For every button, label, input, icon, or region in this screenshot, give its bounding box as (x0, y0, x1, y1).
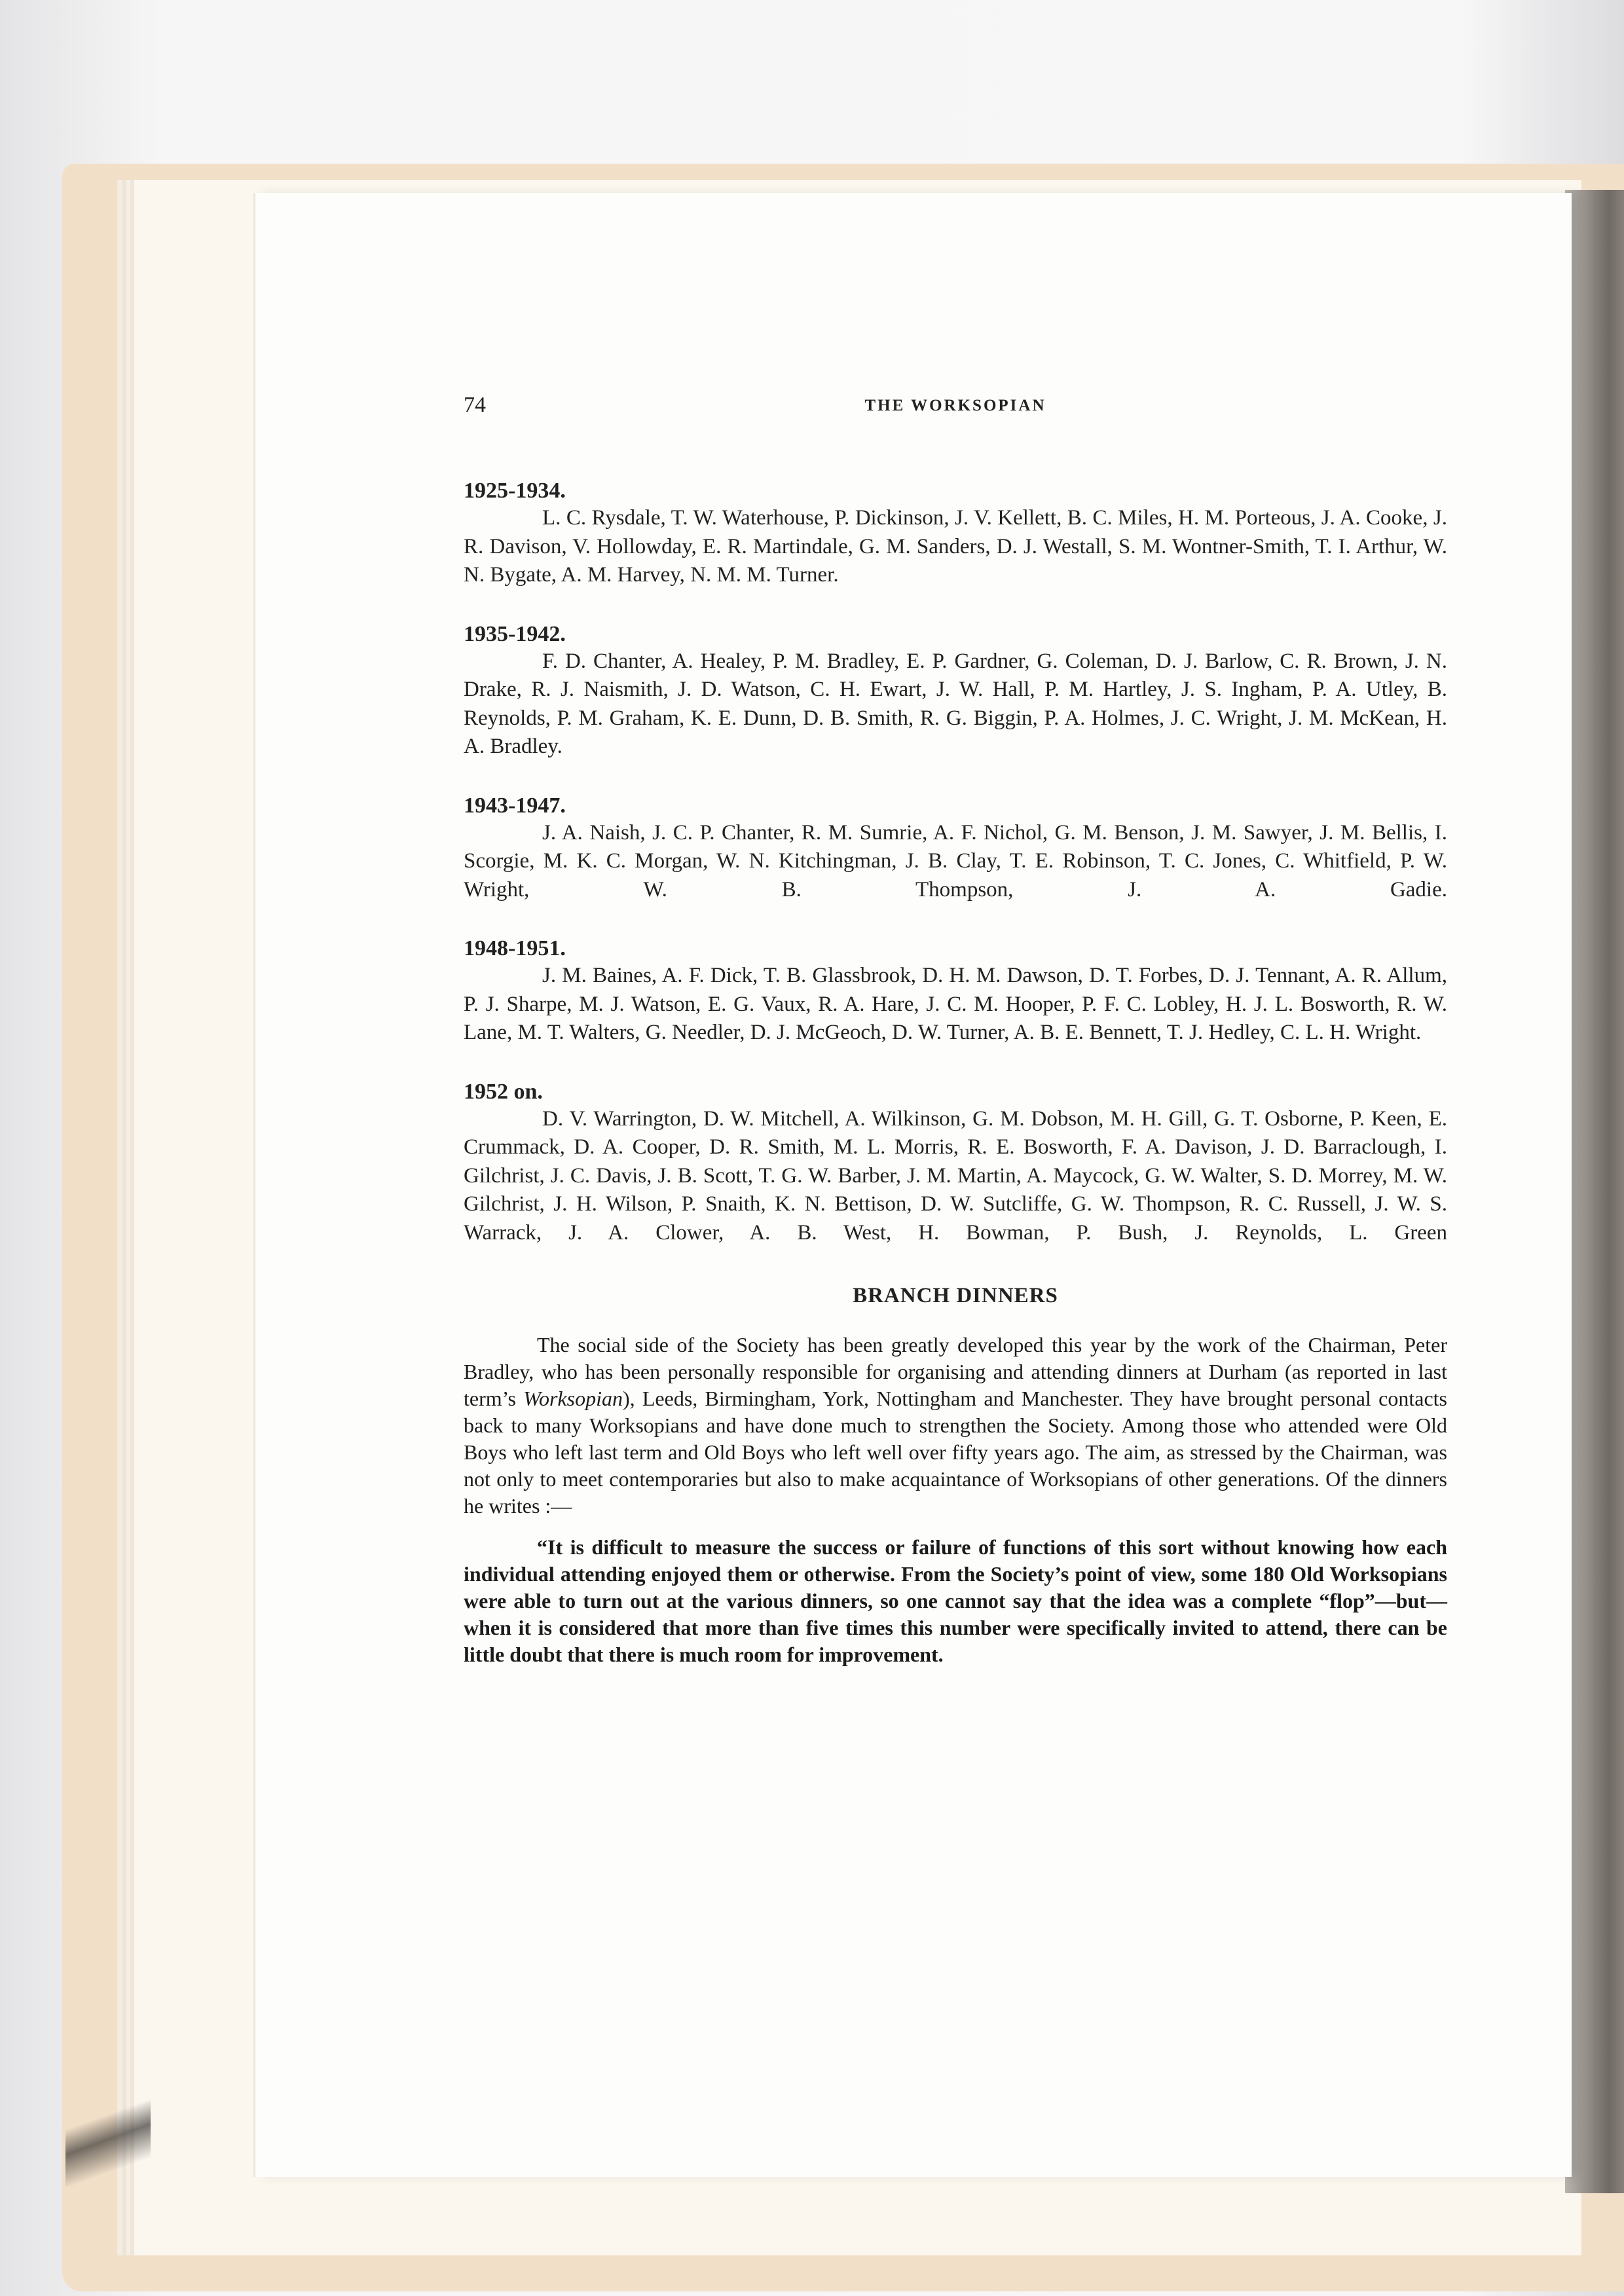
page-number: 74 (464, 393, 486, 417)
period-block-1925-1934 (464, 478, 1447, 590)
page-content (464, 393, 1447, 1668)
corner-shadow (65, 2062, 151, 2200)
period-names: F. D. Chanter, A. Healey, P. M. Bradley, E. P. Gardner, G. Coleman, D. J. Barlow, C. R. Brown, J. N. Drake, R. J. Naismith, J. D. Watson, C. H. Ewart, J. W. Hall, P. M. Hartley, J. S. Ingham, P. A. Utley, B. Reynolds, P. M. Graham, K. E. Dunn, D. B. Smith, R. G. Biggin, P. A. Holmes, J. C. Wright, J. M. McKean, H. A. Bradley. (464, 649, 1447, 758)
period-block-1948-1951 (464, 936, 1447, 1048)
period-names: J. A. Naish, J. C. P. Chanter, R. M. Sumrie, A. F. Nichol, G. M. Benson, J. M. Sawyer, J. M. Bellis, I. Scorgie, M. K. C. Morgan, W. N. Kitchingman, J. B. Clay, T. E. Robinson, T. C. Jones, C. Whitfield, P. W. Wright, W. B. Thompson, J. A. Gadie. (464, 820, 1447, 902)
period-heading: 1952 on. (464, 1079, 543, 1104)
chairman-quote: “It is difficult to measure the success or failure of functions of this sort without knowing how each individual attending enjoyed them or otherwise. From the Society’s point of view, some 180 Old Worksopians were able to turn out at the various dinners, so one cannot say that the idea was a complete “flop”—but—when it is considered that more than five times this number were specifically invited to attend, there can be little doubt that there is much room for improvement. (464, 1535, 1447, 1666)
period-heading: 1925-1934. (464, 479, 566, 503)
intro-text-start: The social side of the Society has been greatly developed this year by the work of the Chairman, Peter Bradley, who has been personally responsible for organising and attending dinners at Durham (as reported in last term’s (464, 1333, 1447, 1410)
period-names: L. C. Rysdale, T. W. Waterhouse, P. Dickinson, J. V. Kellett, B. C. Miles, H. M. Porteous, J. A. Cooke, J. R. Davison, V. Hollowday, E. R. Martindale, G. M. Sanders, D. J. Westall, S. M. Wontner-Smith, T. I. Arthur, W. N. Bygate, A. M. Harvey, N. M. M. Turner. (464, 506, 1447, 587)
gutter-shadow (1565, 190, 1624, 2193)
period-heading: 1948-1951. (464, 936, 566, 960)
period-names: D. V. Warrington, D. W. Mitchell, A. Wilkinson, G. M. Dobson, M. H. Gill, G. T. Osborne, P. Keen, E. Crummack, D. A. Cooper, D. R. Smith, M. L. Morris, R. E. Bosworth, F. A. Davison, J. D. Barraclough, I. Gilchrist, J. C. Davis, J. B. Scott, T. G. W. Barber, J. M. Martin, A. Maycock, G. W. Walter, S. D. Morrey, M. W. Gilchrist, J. H. Wilson, P. Snaith, K. N. Bettison, D. W. Sutcliffe, G. W. Thompson, R. C. Russell, J. W. S. Warrack, J. A. Clower, A. B. West, H. Bowman, P. Bush, J. Reynolds, L. Green (464, 1106, 1447, 1245)
intro-italic-title: Worksopian (523, 1387, 623, 1410)
period-block-1935-1942 (464, 621, 1447, 761)
period-names: J. M. Baines, A. F. Dick, T. B. Glassbrook, D. H. M. Dawson, D. T. Forbes, D. J. Tennant, A. R. Allum, P. J. Sharpe, M. J. Watson, E. G. Vaux, R. A. Hare, J. C. M. Hooper, P. F. C. Lobley, H. J. L. Bosworth, R. W. Lane, M. T. Walters, G. Needler, D. J. McGeoch, D. W. Turner, A. B. E. Bennett, T. J. Hedley, C. L. H. Wright. (464, 964, 1447, 1044)
section-title: BRANCH DINNERS (853, 1284, 1058, 1307)
period-heading: 1935-1942. (464, 621, 566, 646)
running-title: THE WORKSOPIAN (864, 397, 1046, 414)
period-block-1952-on (464, 1079, 1447, 1248)
intro-paragraph (464, 1332, 1447, 1520)
period-heading: 1943-1947. (464, 793, 566, 818)
running-head (464, 393, 1447, 432)
period-block-1943-1947 (464, 793, 1447, 905)
intro-text-end: ), Leeds, Birmingham, York, Nottingham and Manchester. They have brought personal contacts back to many Worksopians and have done much to strengthen the Society. Among those who attended were Old Boys who left last term and Old Boys who left well over fifty years ago. The aim, as stressed by the Chairman, was not only to meet contemporaries but also to make acquaintance of Worksopians of other generations. Of the dinners he writes :— (464, 1387, 1448, 1518)
